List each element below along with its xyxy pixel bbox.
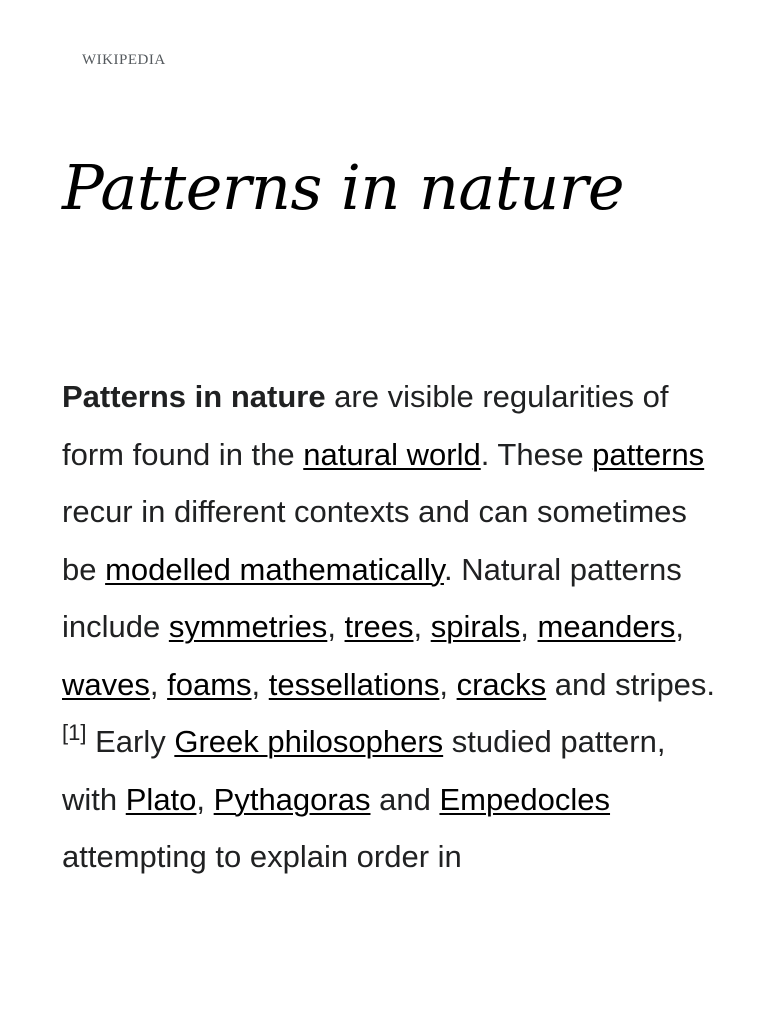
separator: , (196, 781, 214, 817)
link-waves[interactable]: waves (62, 666, 150, 702)
separator: , (675, 609, 685, 644)
lead-text: attempting to explain order in (62, 839, 462, 874)
link-natural-world[interactable]: natural world (303, 436, 481, 472)
lead-text: Early (86, 724, 175, 759)
link-empedocles[interactable]: Empedocles (439, 781, 611, 817)
separator: , (520, 609, 538, 644)
citation-superscript (62, 720, 86, 745)
link-pythagoras[interactable]: Pythagoras (213, 781, 371, 817)
link-greek-philosophers[interactable]: Greek philosophers (174, 724, 444, 759)
lead-text: . Natural patterns include (62, 551, 682, 644)
link-cracks[interactable]: cracks (456, 666, 547, 702)
wordmark-text: wikipedia (82, 44, 166, 69)
link-foams[interactable]: foams (167, 666, 252, 702)
citation-link[interactable]: [1] (62, 720, 87, 745)
lead-text: are visible regularities of form found in the (62, 379, 669, 472)
page-title: Patterns in nature (62, 151, 625, 224)
link-meanders[interactable]: meanders (537, 609, 676, 644)
separator: , (413, 609, 431, 644)
lead-paragraph (62, 368, 722, 886)
link-patterns[interactable]: patterns (592, 436, 705, 472)
link-symmetries[interactable]: symmetries (168, 609, 328, 644)
link-modelled-mathematically[interactable]: modelled mathematically (105, 551, 444, 587)
lead-text: recur in different contexts and can sometimes be (62, 494, 687, 587)
lead-text: and stripes. (546, 666, 716, 702)
separator: , (149, 666, 168, 702)
link-tessellations[interactable]: tessellations (268, 666, 440, 702)
separator: , (251, 666, 269, 702)
wikipedia-wordmark[interactable] (82, 44, 166, 70)
lead-text: and (370, 781, 440, 817)
lead-bold-subject: Patterns in nature (62, 379, 326, 414)
separator: , (327, 609, 345, 644)
lead-text: studied pattern, with (62, 724, 666, 817)
link-spirals[interactable]: spirals (430, 609, 521, 644)
separator: , (439, 666, 457, 702)
link-trees[interactable]: trees (344, 609, 414, 644)
lead-text: . These (480, 436, 593, 472)
link-plato[interactable]: Plato (125, 781, 197, 817)
